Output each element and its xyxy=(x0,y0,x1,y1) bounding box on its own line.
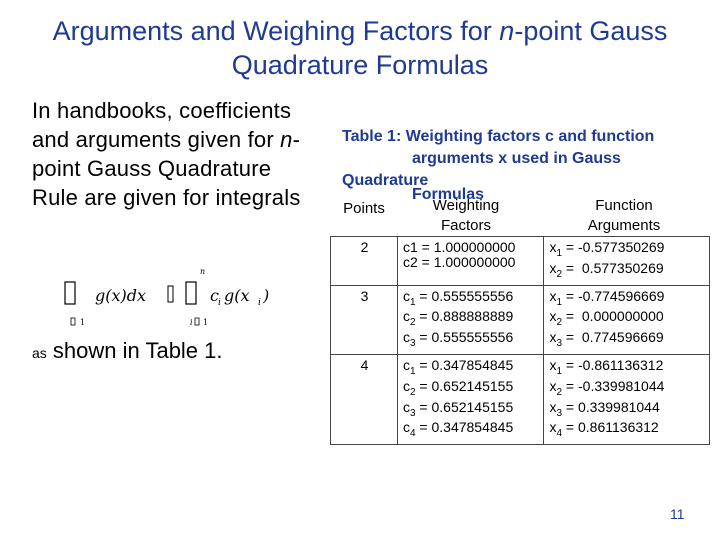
integral-formula xyxy=(58,266,298,330)
variable-name: x xyxy=(549,259,557,276)
points-cell: 4 xyxy=(331,354,398,444)
argument-cell-line xyxy=(549,358,705,379)
variable-name: x xyxy=(549,356,557,373)
value-number: = -0.339981044 xyxy=(562,377,665,394)
value-number: = 0.861136312 xyxy=(562,419,659,436)
value-number: = -0.774596669 xyxy=(562,287,665,304)
shown-as: as xyxy=(32,345,47,361)
shown-rest: shown in Table 1. xyxy=(46,338,223,363)
weight-cell-line xyxy=(403,420,540,441)
shown-in-table-text xyxy=(32,336,282,368)
table-caption xyxy=(342,126,702,206)
caption-line3: Quadrature xyxy=(342,172,429,189)
value-number: = 0.339981044 xyxy=(562,398,660,415)
argument-cell-line xyxy=(549,261,705,282)
argument-cell xyxy=(544,354,710,444)
value-number: = 0.347854845 xyxy=(415,419,514,436)
weight-cell-line xyxy=(403,309,540,330)
value-number: = 0.000000000 xyxy=(562,308,664,325)
variable-subscript: 3 xyxy=(556,407,563,419)
variable-subscript: 1 xyxy=(409,365,416,377)
formula-rhs-c-sub: i xyxy=(218,298,221,308)
title-line2: Quadrature Formulas xyxy=(231,50,489,80)
value-number: = 0.555555556 xyxy=(415,329,514,346)
value-number: = 0.347854845 xyxy=(415,356,514,373)
header-function-line1: Function xyxy=(595,197,653,214)
variable-subscript: 3 xyxy=(556,337,563,349)
sum-sign-placeholder xyxy=(186,282,196,304)
variable-name: c xyxy=(402,287,410,304)
variable-subscript: 3 xyxy=(409,407,416,419)
title-line1-prefix: Arguments and Weighing Factors for xyxy=(52,16,500,46)
intro-part1: In handbooks, coefficients and arguments given for xyxy=(32,98,292,152)
sum-top: n xyxy=(200,267,206,276)
caption-line1: Table 1: Weighting factors c and function xyxy=(342,128,655,145)
argument-cell-line xyxy=(549,289,705,310)
argument-cell-line xyxy=(549,379,705,400)
value-number: = 0.652145155 xyxy=(415,377,514,394)
argument-cell-line xyxy=(549,420,705,441)
variable-name: x xyxy=(549,287,557,304)
gauss-table-body xyxy=(331,237,710,445)
int-bottom: 1 xyxy=(80,318,86,327)
value-number: = -0.861136312 xyxy=(562,356,664,373)
points-cell: 2 xyxy=(331,237,398,286)
value-label: c2 = xyxy=(402,254,434,270)
integral-sign-placeholder xyxy=(65,282,75,304)
variable-subscript: 2 xyxy=(409,317,416,329)
intro-n-italic: n xyxy=(280,127,293,152)
variable-name: c xyxy=(402,377,410,394)
weight-cell-line xyxy=(403,330,540,351)
table-row xyxy=(331,285,710,354)
formula-rhs-xi-sub: i xyxy=(258,298,261,308)
points-cell: 3 xyxy=(331,285,398,354)
variable-name: x xyxy=(549,329,557,346)
variable-subscript: 1 xyxy=(556,296,563,308)
equals-placeholder xyxy=(168,286,173,302)
variable-subscript: 2 xyxy=(556,386,563,398)
variable-name: c xyxy=(402,419,410,436)
title-n-italic: n xyxy=(499,16,515,46)
formula-rhs-c: c xyxy=(210,286,219,305)
weight-cell-line xyxy=(403,255,540,270)
variable-name: c xyxy=(402,398,410,415)
weight-cell xyxy=(397,354,544,444)
variable-subscript: 1 xyxy=(409,296,416,308)
variable-subscript: 1 xyxy=(556,247,563,259)
value-number: = -0.577350269 xyxy=(562,239,665,255)
weight-cell xyxy=(397,285,544,354)
header-function xyxy=(542,196,706,236)
argument-cell-line xyxy=(549,309,705,330)
argument-cell-line xyxy=(549,400,705,421)
intro-paragraph xyxy=(32,96,302,212)
variable-name: x xyxy=(549,308,557,325)
variable-name: c xyxy=(402,356,410,373)
slide-title xyxy=(20,14,700,82)
variable-name: c xyxy=(402,329,410,346)
variable-name: c xyxy=(402,308,410,325)
variable-name: x xyxy=(549,239,557,255)
formula-rhs-close: ) xyxy=(263,286,270,305)
integral-bottom-box xyxy=(71,318,75,325)
gauss-quadrature-table xyxy=(330,236,710,445)
table-row xyxy=(331,354,710,444)
header-function-line2: Arguments xyxy=(587,217,661,234)
header-weighting-line1: Weighting xyxy=(432,197,500,214)
header-weighting xyxy=(396,196,536,236)
title-line1-suffix: -point Gauss xyxy=(514,16,668,46)
variable-name: x xyxy=(549,377,557,394)
formula-rhs-g: g(x xyxy=(224,286,250,305)
value-label: c1 = xyxy=(402,239,434,255)
argument-cell xyxy=(544,237,710,286)
value-number: = 0.577350269 xyxy=(562,259,664,276)
argument-cell-line xyxy=(549,330,705,351)
argument-cell-line xyxy=(549,240,705,261)
weight-cell-line xyxy=(403,240,540,255)
formula-lhs: g(x)dx xyxy=(95,286,147,305)
value-number: = 0.888888889 xyxy=(415,308,514,325)
weight-cell-line xyxy=(403,379,540,400)
value-number: = 0.555555556 xyxy=(415,287,514,304)
variable-subscript: 2 xyxy=(409,386,416,398)
variable-name: x xyxy=(549,419,557,436)
intro-part2: -point Gauss Quadrature Rule are given for integrals xyxy=(32,127,301,210)
weight-cell-line xyxy=(403,289,540,310)
argument-cell xyxy=(544,285,710,354)
value-number: 1.000000000 xyxy=(433,254,516,270)
variable-subscript: 3 xyxy=(409,337,416,349)
page-number: 11 xyxy=(670,506,685,522)
header-weighting-line2: Factors xyxy=(440,217,491,234)
variable-subscript: 4 xyxy=(409,428,416,440)
table-row xyxy=(331,237,710,286)
value-number: 1.000000000 xyxy=(433,239,516,255)
variable-subscript: 4 xyxy=(556,428,563,440)
weight-cell xyxy=(397,237,544,286)
sum-bottom-box xyxy=(195,318,199,325)
sum-bottom-i: i xyxy=(190,318,193,327)
header-points: Points xyxy=(343,200,385,217)
weight-cell-line xyxy=(403,400,540,421)
variable-subscript: 1 xyxy=(556,365,563,377)
value-number: = 0.774596669 xyxy=(562,329,664,346)
caption-line2: arguments x used in Gauss xyxy=(412,150,621,167)
variable-subscript: 2 xyxy=(556,317,563,329)
value-number: = 0.652145155 xyxy=(415,398,514,415)
caption-line4: Formulas xyxy=(412,186,485,203)
sum-bottom-1: 1 xyxy=(203,318,209,327)
variable-name: x xyxy=(549,398,557,415)
weight-cell-line xyxy=(403,358,540,379)
variable-subscript: 2 xyxy=(556,268,563,280)
